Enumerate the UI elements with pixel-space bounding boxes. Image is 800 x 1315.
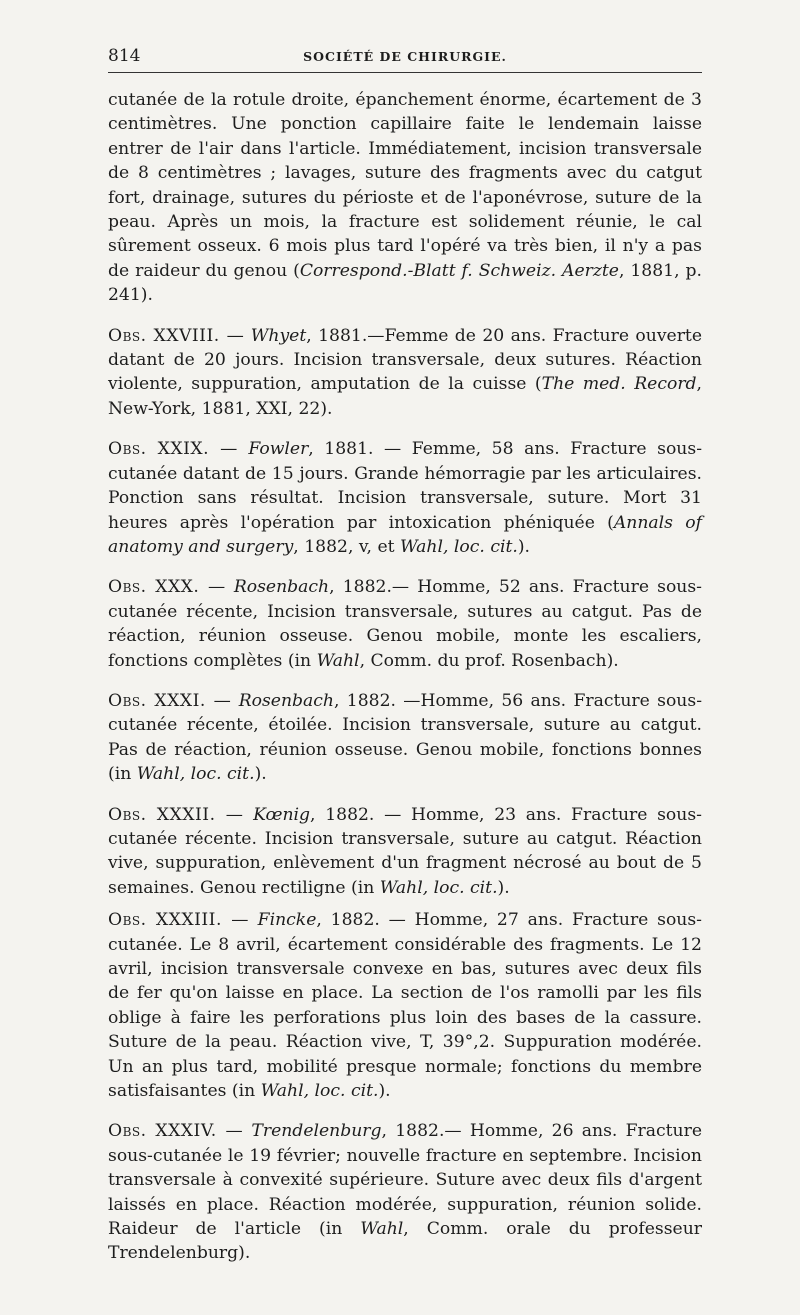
intro-tail: , 1881, p. 241). — [108, 260, 702, 306]
observation-reference: The med. Record — [541, 374, 697, 395]
observation-text-end: ). — [497, 877, 510, 898]
observation-label: Obs. XXXIV. — — [108, 1121, 244, 1142]
observation-text: , 1882. — Homme, 23 ans. Fracture sous-cutanée récente. Incision transversale, suture au catgut. Réaction vive, suppuration, enlèvement d'un fragment nécrosé au bout de 5 semaines. Genou rectiligne (in — [108, 804, 702, 898]
observation-reference: Wahl, loc. cit. — [136, 764, 255, 785]
observation-text-end: , New-York, 1881, XXI, 22). — [108, 374, 703, 419]
observation-label: Obs. XXVIII. — — [108, 325, 245, 346]
observation-label: Obs. XXXII. — — [108, 804, 244, 825]
observation-reference: Wahl, loc. cit. — [260, 1081, 379, 1102]
observation-28 — [108, 324, 702, 422]
observation-text-end: ). — [517, 536, 530, 557]
observation-text: , 1881.—Femme de 20 ans. Fracture ouverte datant de 20 jours. Incision transversale, deux sutures. Réaction violente, suppuration, amputation de la cuisse ( — [108, 325, 702, 395]
observation-author: Rosenbach — [238, 690, 334, 711]
observation-33 — [108, 908, 702, 1103]
observation-label: Obs. XXIX. — — [108, 439, 238, 460]
header-rule — [108, 72, 702, 73]
observation-text-mid: , 1882, v, et — [293, 536, 401, 557]
observation-text-end: , Comm. du prof. Rosenbach). — [359, 650, 619, 671]
page-body — [108, 88, 702, 1266]
observation-reference: Wahl, loc. cit. — [379, 877, 498, 898]
observation-author: Fincke — [257, 910, 317, 931]
observation-reference-2: Wahl, loc. cit. — [400, 536, 518, 557]
observation-30 — [108, 575, 702, 673]
observation-31 — [108, 689, 702, 787]
observation-label: Obs. XXXIII. — — [108, 910, 249, 931]
observation-text: , 1881. — Femme, 58 ans. Fracture sous-cutanée datant de 15 jours. Grande hémorragie par les articulaires. Ponction sans résultat. Incision transversale, suture. Mort 31 heures après l'opération par intoxication phéniquée ( — [108, 439, 703, 533]
intro-reference: Correspond.-Blatt f. Schweiz. Aerzte — [299, 260, 619, 281]
observation-author: Whyet — [250, 325, 307, 346]
observation-32 — [108, 803, 702, 901]
observation-author: Fowler — [248, 439, 309, 460]
observation-label: Obs. XXX. — — [108, 577, 226, 598]
page-header — [108, 46, 702, 70]
observation-label: Obs. XXXI. — — [108, 690, 232, 711]
observation-reference: Wahl — [360, 1219, 404, 1240]
observation-author: Trendelenburg — [251, 1121, 382, 1142]
running-title: SOCIÉTÉ DE CHIRURGIE. — [303, 49, 507, 64]
observation-text-end: ). — [378, 1081, 391, 1102]
observation-author: Kœnig — [253, 804, 311, 825]
observation-text-end: , Comm. orale du professeur Trendelenburg). — [108, 1219, 702, 1264]
intro-paragraph — [108, 88, 702, 308]
observation-text: , 1882.— Homme, 26 ans. Fracture sous-cutanée le 19 février; nouvelle fracture en septembre. Incision transversale à convexité supérieure. Suture avec deux fils d'argent laissés en place. Réaction modérée, suppuration, réunion solide. Raideur de l'article (in — [108, 1121, 703, 1240]
observation-text: , 1882. —Homme, 56 ans. Fracture sous-cutanée récente, étoilée. Incision transversale, suture au catgut. Pas de réaction, réunion osseuse. Genou mobile, fonctions bonnes (in — [108, 690, 702, 785]
observation-34 — [108, 1119, 702, 1265]
observation-author: Rosenbach — [233, 577, 330, 598]
page-number: 814 — [108, 46, 141, 66]
observation-reference: Annals of anatomy and surgery — [108, 512, 702, 557]
observation-29 — [108, 437, 702, 559]
observation-reference: Wahl — [316, 650, 360, 671]
observation-text-end: ). — [254, 764, 267, 785]
observation-text: , 1882. — Homme, 27 ans. Fracture sous-cutanée. Le 8 avril, écartement considérable des fragments. Le 12 avril, incision transversale convexe en bas, sutures avec deux fils de fer qu'on laisse en place. La section de l'os ramolli par les fils oblige à faire les perforations plus loin des bases de la cassure. Suture de la peau. Réaction vive, T, 39°,2. Suppuration modérée. Un an plus tard, mobilité presque normale; fonctions du membre satisfaisantes (in — [108, 910, 702, 1102]
intro-text: cutanée de la rotule droite, épanchement énorme, écartement de 3 centimètres. Une ponction capillaire faite le lendemain laisse entrer de l'air dans l'article. Immédiatement, incision transversale de 8 centimètres ; lavages, suture des fragments avec du catgut fort, drainage, sutures du périoste et de l'aponévrose, suture de la peau. Après un mois, la fracture est solidement réunie, le cal sûrement osseux. 6 mois plus tard l'opéré va très bien, il n'y a pas de raideur du genou ( — [108, 90, 702, 281]
observation-text: , 1882.— Homme, 52 ans. Fracture sous-cutanée récente, Incision transversale, sutures au catgut. Pas de réaction, réunion osseuse. Genou mobile, monte les escaliers, fonctions complètes (in — [108, 577, 702, 671]
